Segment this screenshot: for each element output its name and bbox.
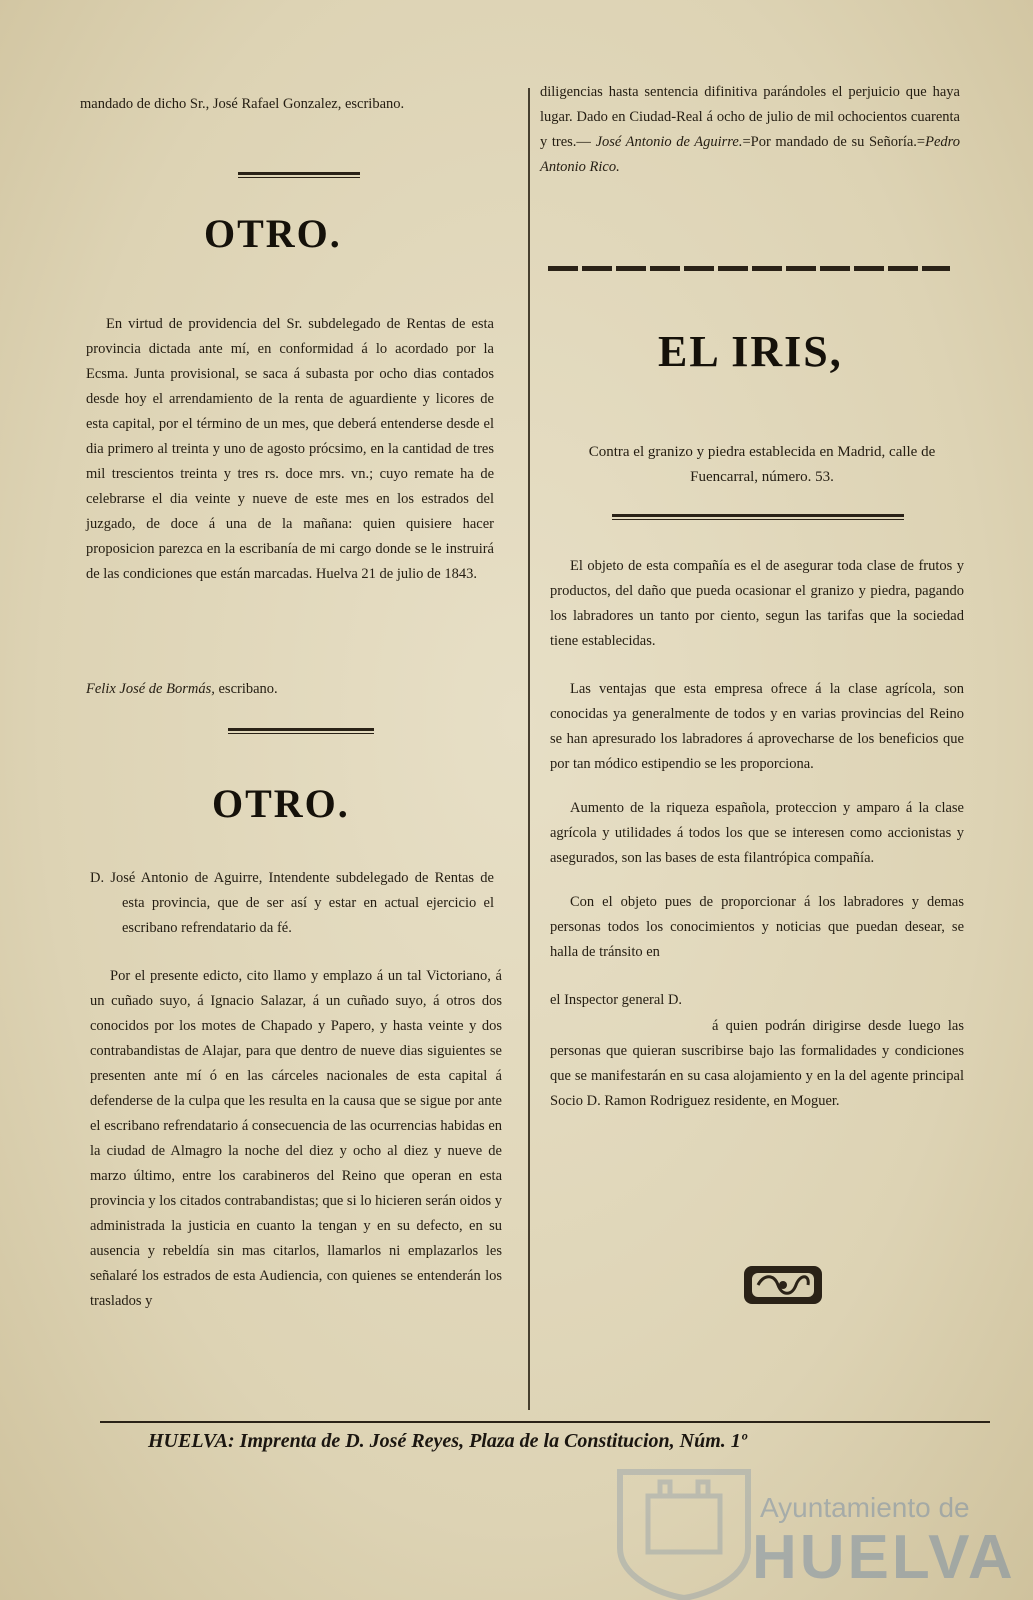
left-heading-otro-1: OTRO. <box>204 211 342 256</box>
left-section2-paragraph: Por el presente edicto, cito llamo y emplazo á un tal Victoriano, á un cuñado suyo, á Ignacio Salazar, á un cuñado suyo, á otros dos conocidos por los motes de Chapado y Papero, y hasta veinte y dos contrabandistas de Alajar, para que dentro de nueve dias siguientes se presenten ante mí ó en las cárceles nacionales de esta capital á defenderse de la culpa que les resulta en la causa que se sigue por ante el escribano refrendatario á consecuencia de las ocurrencias habidas en la ciudad de Almagro la noche del diez y ocho al diez y nueve de marzo último, entre los carabineros del Reino que operan en esta provincia y los citados contrabandistas; que si lo hicieren serán oidos y administrada la justicia en cuanto la tengan y en su defecto, en su ausencia y rebeldía sin mas citarlos, llamarlos ni emplazarlos les señalaré los estrados de esta Audiencia, con quienes se entenderán los traslados y <box>90 968 502 1309</box>
right-closing: á quien podrán dirigirse desde luego las personas que quieran suscribirse bajo las formalidades y condiciones que se manifestarán en su casa alojamiento y en la del agente principal Socio D. Ramon Rodriguez residente, en Moguer. <box>550 1018 964 1109</box>
left-section1-signature <box>86 677 494 702</box>
left-middle-rule <box>228 728 374 731</box>
right-inspector-line: el Inspector general D. <box>550 992 683 1008</box>
footer-imprint: HUELVA: Imprenta de D. José Reyes, Plaza de la Constitucion, Núm. 1º <box>148 1430 747 1452</box>
watermark-line-1: Ayuntamiento de <box>760 1492 970 1523</box>
left-heading-otro-2: OTRO. <box>212 781 350 826</box>
signature-name: Felix José de Bormás, <box>86 681 215 697</box>
right-top-name-1: José Antonio de Aguirre. <box>595 134 743 150</box>
footer-rule <box>100 1421 990 1423</box>
right-top-text-b: =Por mandado de su Señoría.= <box>742 134 926 150</box>
left-section2-intro: D. José Antonio de Aguirre, Intendente subdelegado de Rentas de esta provincia, que de ser así y estar en actual ejercicio el escribano refrendatario da fé. <box>90 870 494 936</box>
left-top-rule <box>238 172 360 175</box>
watermark-line-2: HUELVA <box>752 1523 1016 1592</box>
right-paragraph-1: El objeto de esta compañía es el de asegurar toda clase de frutos y productos, del daño que pueda ocasionar el granizo y piedra, pagando los labradores un tanto por ciento, segun las tarifas que la sociedad tiene establecidas. <box>550 558 964 649</box>
left-top-fragment: mandado de dicho Sr., José Rafael Gonzalez, escribano. <box>80 96 405 112</box>
signature-role: escribano. <box>218 681 278 697</box>
right-paragraph-3: Aumento de la riqueza española, proteccion y amparo á la clase agrícola y utilidades á todos los que se interesen como accionistas y asegurados, son las bases de esta filantrópica compañía. <box>550 800 964 866</box>
right-sub-rule <box>612 514 904 517</box>
right-heading-el-iris: EL IRIS, <box>658 327 843 376</box>
right-paragraph-2: Las ventajas que esta empresa ofrece á la clase agrícola, son conocidas ya generalmente de todos y en varias provincias del Reino se han apresurado los labradores á aprovecharse de los beneficios que por tan módico estipendio se les proporciona. <box>550 681 964 772</box>
left-section1-paragraph: En virtud de providencia del Sr. subdelegado de Rentas de esta provincia dictada ante mí, en conformidad á lo acordado por la Ecsma. Junta provisional, se saca á subasta por ocho dias contados desde hoy el arrendamiento de la renta de aguardiente y licores de esta capital, por el término de un mes, que deberá entenderse desde el dia primero al treinta y uno de agosto prócsimo, en la cantidad de tres mil trescientos treinta y tres rs. doce mrs. vn.; cuyo remate ha de celebrarse el dia veinte y nueve de este mes en los estrados del juzgado, de doce á una de la mañana: quien quisiere hacer proposicion parezca en la escribanía de mi cargo donde se le instruirá de las condiciones que están marcadas. Huelva 21 de julio de 1843. <box>86 316 494 582</box>
right-paragraph-4: Con el objeto pues de proporcionar á los labradores y demas personas todos los conocimientos y noticias que puedan desear, se halla de tránsito en <box>550 894 964 960</box>
right-top-name-2: Pedro Antonio Rico. <box>540 134 960 175</box>
right-top-rule <box>548 266 950 271</box>
column-divider <box>528 88 530 1410</box>
right-subheading: Contra el granizo y piedra establecida en Madrid, calle de Fuencarral, número. 53. <box>588 444 936 485</box>
right-top-text-a: diligencias hasta sentencia difinitiva parándoles el perjuicio que haya lugar. Dado en Ciudad-Real á ocho de julio de mil ochocientos cuarenta y tres.— <box>540 84 960 150</box>
right-top-fragment <box>540 80 960 180</box>
printer-ornament-icon <box>740 1262 826 1308</box>
